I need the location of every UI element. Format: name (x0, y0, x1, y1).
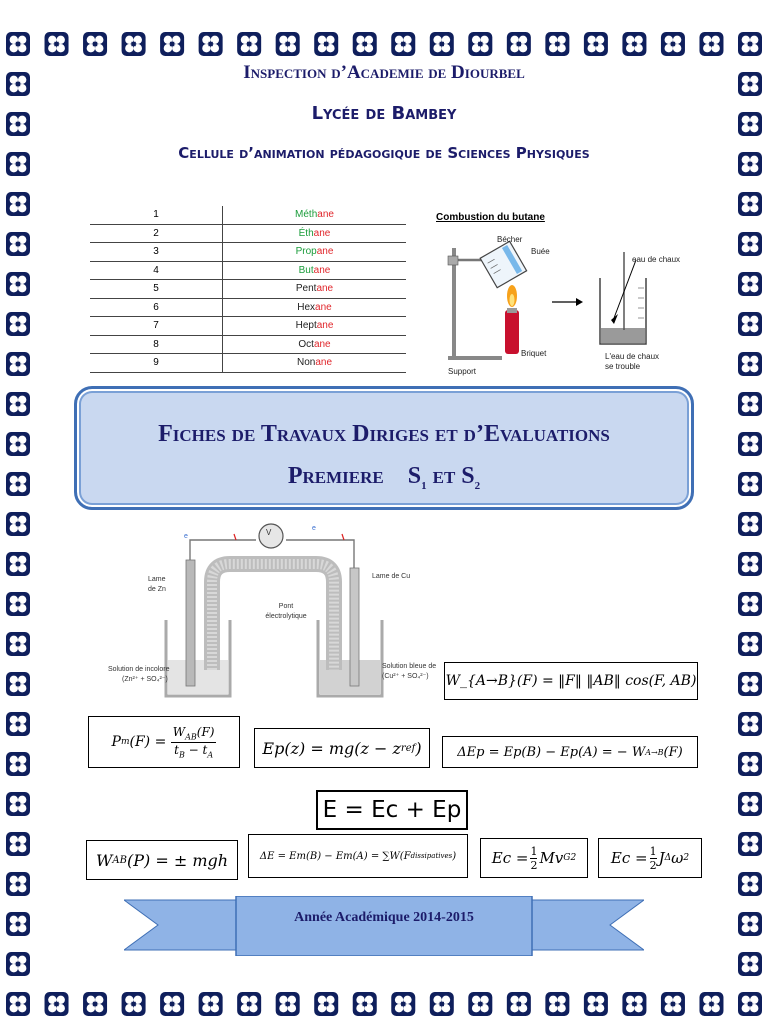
border-tile (122, 992, 146, 1016)
school-name: Lycée de Bambey (311, 103, 457, 124)
border-tile (738, 352, 762, 376)
eau-de-chaux-label: eau de chaux (632, 255, 681, 264)
border-tile (314, 32, 338, 56)
butane-figure-title: Combustion du butane (436, 212, 545, 223)
border-tile (160, 992, 184, 1016)
border-tile (738, 472, 762, 496)
border-tile (6, 312, 30, 336)
potential-energy-formula: Ep(z) = mg(z − z ref ) (254, 728, 430, 768)
border-tile (6, 472, 30, 496)
alkane-row (90, 261, 406, 280)
border-tile (507, 32, 531, 56)
pont-label-2: électrolytique (265, 613, 307, 620)
solution-left-label-2: (Zn²⁺ + SO₄²⁻) (122, 676, 168, 683)
year-ribbon (124, 896, 644, 956)
border-tile (237, 32, 261, 56)
border-tile (738, 312, 762, 336)
delta-em-formula: ΔE = Em(B) − Em(A) = ∑W(F dissipatives ) (248, 834, 468, 878)
border-tile (353, 32, 377, 56)
alkane-row (90, 280, 406, 299)
alkane-name: Octane (223, 335, 407, 354)
et-word: et (432, 463, 456, 489)
lame-zn-label-1: Lame (148, 576, 166, 583)
border-tile (45, 992, 69, 1016)
level-word: Premiere (287, 463, 384, 489)
border-tile (6, 952, 30, 976)
alkane-row (90, 224, 406, 243)
stand-base (448, 356, 502, 360)
border-tile (584, 992, 608, 1016)
border-tile (738, 552, 762, 576)
border-tile (276, 32, 300, 56)
border-tile (6, 512, 30, 536)
border-tile (6, 832, 30, 856)
border-tile (237, 992, 261, 1016)
border-tile (507, 992, 531, 1016)
border-tile (738, 632, 762, 656)
becher-label: Bécher (497, 235, 523, 244)
alkane-name: Heptane (223, 317, 407, 336)
border-tile (6, 352, 30, 376)
briquet-label: Briquet (521, 349, 547, 358)
border-tile (430, 992, 454, 1016)
border-tile (6, 552, 30, 576)
carbon-count: 6 (90, 298, 223, 317)
border-tile (738, 672, 762, 696)
alkane-name: Pentane (223, 280, 407, 299)
border-tile (584, 32, 608, 56)
alkane-row (90, 298, 406, 317)
border-tile (738, 592, 762, 616)
carbon-count: 5 (90, 280, 223, 299)
border-tile (738, 272, 762, 296)
border-tile (6, 712, 30, 736)
border-tile (6, 232, 30, 256)
border-tile (6, 872, 30, 896)
voltmeter-label: V (266, 528, 272, 537)
rotational-ec-formula: Ec = $\frac{1}{2}$ J Δ ω 2 (598, 838, 702, 878)
border-tile (699, 32, 723, 56)
border-tile (83, 992, 107, 1016)
border-tile (622, 32, 646, 56)
border-tile (6, 992, 30, 1016)
carbon-count: 9 (90, 354, 223, 373)
border-tile (468, 32, 492, 56)
border-tile (738, 832, 762, 856)
carbon-count: 2 (90, 224, 223, 243)
border-tile (699, 992, 723, 1016)
border-tile (661, 32, 685, 56)
border-tile (6, 192, 30, 216)
border-tile (738, 392, 762, 416)
alkane-row (90, 317, 406, 336)
s1-label: $S_1$ (407, 463, 427, 492)
support-label: Support (448, 367, 477, 376)
academic-year: Année Académique 2014-2015 (294, 910, 474, 925)
border-tile (738, 232, 762, 256)
border-tile (545, 992, 569, 1016)
border-tile (738, 432, 762, 456)
border-tile (45, 32, 69, 56)
border-tile (545, 32, 569, 56)
border-tile (353, 992, 377, 1016)
alkane-name: Éthane (223, 224, 407, 243)
border-tile (83, 32, 107, 56)
border-tile (738, 792, 762, 816)
border-tile (6, 432, 30, 456)
border-tile (6, 272, 30, 296)
alkane-name: Butane (223, 261, 407, 280)
alkane-name: Méthane (223, 206, 407, 224)
border-tile (391, 32, 415, 56)
border-tile (6, 792, 30, 816)
border-tile (738, 712, 762, 736)
border-tile (6, 392, 30, 416)
border-tile (6, 32, 30, 56)
border-tile (6, 752, 30, 776)
solution-right-label-2: (Cu²⁺ + SO₄²⁻) (382, 673, 429, 680)
alkane-name: Propane (223, 243, 407, 262)
title-banner (74, 386, 694, 510)
buee-label: Buée (531, 247, 550, 256)
work-formula: W_{A→B}(F) = ‖F‖ ‖AB‖ cos(F, AB) (444, 662, 698, 700)
border-tile (276, 992, 300, 1016)
border-tile (738, 992, 762, 1016)
alkane-row (90, 206, 406, 224)
alkane-row (90, 354, 406, 373)
border-tile (6, 912, 30, 936)
carbon-count: 3 (90, 243, 223, 262)
becher-icon (480, 241, 526, 287)
alkane-name: Hexane (223, 298, 407, 317)
alkane-name: Nonane (223, 354, 407, 373)
border-tile (738, 752, 762, 776)
border-tile (738, 952, 762, 976)
border-tile (6, 632, 30, 656)
border-tile (738, 512, 762, 536)
class-level (77, 463, 691, 492)
power-formula: P m (F) = $W_{AB}(F)$ $t_B - t_A$ (88, 716, 240, 768)
border-tile (738, 912, 762, 936)
alkane-row (90, 243, 406, 262)
pont-label-1: Pont (278, 603, 294, 610)
border-tile (160, 32, 184, 56)
border-tile (314, 992, 338, 1016)
border-tile (122, 32, 146, 56)
alkane-row (90, 335, 406, 354)
cell-name: Cellule d’animation pédagogique de Sciences Physiques (178, 144, 590, 162)
carbon-count: 7 (90, 317, 223, 336)
academy-title: Inspection d’Academie de Diourbel (243, 62, 525, 83)
border-tile (661, 992, 685, 1016)
copper-electrode (350, 568, 359, 686)
electron-left: e (184, 533, 188, 540)
solution-right-label-1: Solution bleue de (382, 663, 437, 670)
border-tile (738, 192, 762, 216)
mechanical-energy-formula: E = Ec + Ep (316, 790, 468, 830)
carbon-count: 8 (90, 335, 223, 354)
border-tile (6, 672, 30, 696)
s2-label: $S_2$ (461, 463, 481, 492)
border-tile (738, 32, 762, 56)
electron-right: e (312, 525, 316, 532)
zinc-electrode (186, 560, 195, 686)
lame-zn-label-2: de Zn (148, 586, 166, 593)
border-tile (391, 992, 415, 1016)
translational-ec-formula: Ec = $\frac{1}{2}$ Mv G 2 (480, 838, 588, 878)
border-tile (199, 32, 223, 56)
delta-ep-formula: ΔEp = Ep(B) − Ep(A) = − W A→B (F) (442, 736, 698, 768)
border-tile (738, 872, 762, 896)
border-tile (622, 992, 646, 1016)
border-tile (430, 32, 454, 56)
briquet-icon (505, 310, 519, 354)
trouble-label-1: L'eau de chaux (605, 352, 660, 361)
border-tile (199, 992, 223, 1016)
weight-work-formula: W AB (P) = ± mgh (86, 840, 238, 880)
carbon-count: 4 (90, 261, 223, 280)
solution-left-label-1: Solution de incolore (108, 666, 170, 673)
trouble-label-2: se trouble (605, 362, 641, 371)
document-title: Fiches de Travaux Diriges et d’Evaluations (158, 421, 610, 447)
border-tile (6, 592, 30, 616)
border-tile (468, 992, 492, 1016)
alkane-table (90, 206, 406, 373)
lame-cu-label: Lame de Cu (372, 573, 411, 580)
carbon-count: 1 (90, 206, 223, 224)
